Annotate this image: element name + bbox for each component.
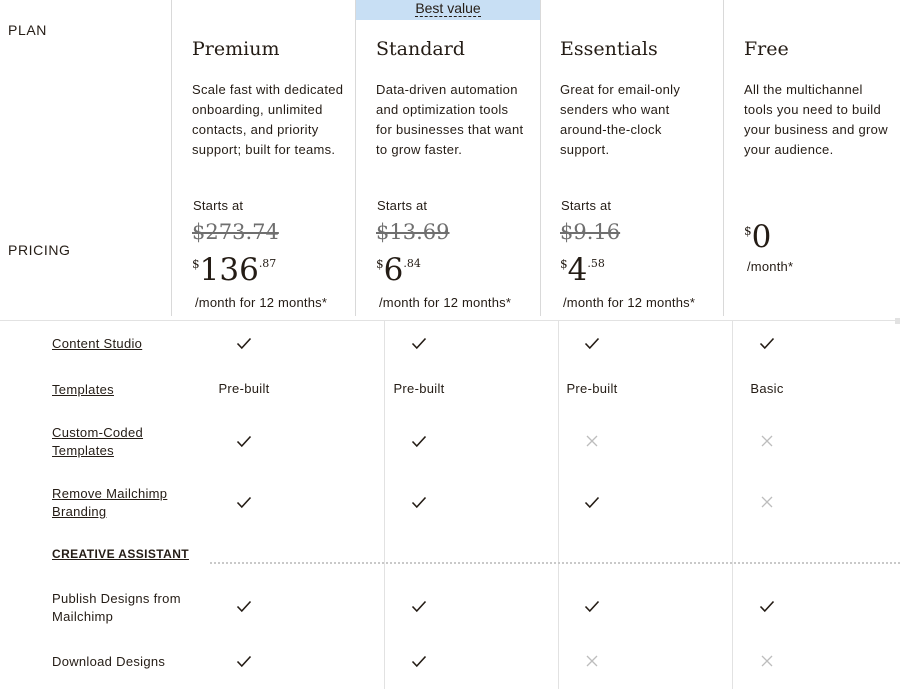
column-divider <box>384 321 385 689</box>
scroll-shadow <box>895 318 900 324</box>
section-divider <box>210 562 900 564</box>
x-icon <box>577 651 607 671</box>
header-divider <box>355 0 356 316</box>
discounted-price <box>192 253 276 287</box>
currency-symbol: $ <box>560 257 568 271</box>
feature-value: Pre-built <box>393 381 445 396</box>
original-price: $9.16 <box>560 220 621 244</box>
price-cents: .84 <box>403 257 421 270</box>
check-icon <box>229 333 259 353</box>
price-cents: .58 <box>587 257 605 270</box>
plan-name: Free <box>744 38 789 60</box>
feature-value: Basic <box>750 381 784 396</box>
header-divider <box>540 0 541 316</box>
feature-remove-branding[interactable] <box>52 485 182 521</box>
price <box>744 220 771 254</box>
billing-period: /month for 12 months* <box>563 295 696 310</box>
plan-description: Data-driven automation and optimization tools for businesses that want to grow faster. <box>376 82 524 157</box>
check-icon <box>404 333 434 353</box>
feature-label: Content Studio <box>52 336 143 351</box>
currency-symbol: $ <box>376 257 384 271</box>
check-icon <box>404 492 434 512</box>
currency-symbol: $ <box>744 224 752 238</box>
check-icon <box>229 492 259 512</box>
x-icon <box>752 492 782 512</box>
starts-at-label: Starts at <box>377 198 428 213</box>
check-icon <box>404 596 434 616</box>
original-price: $13.69 <box>376 220 450 244</box>
feature-label: Custom-Coded Templates <box>52 425 144 458</box>
header-divider <box>171 0 172 316</box>
price-dollars: 0 <box>751 219 772 255</box>
x-icon <box>752 431 782 451</box>
plan-description: Scale fast with dedicated onboarding, unlimited contacts, and priority support; built for teams. <box>192 82 344 157</box>
plan-name: Standard <box>376 38 465 60</box>
plan-row-label: PLAN <box>8 22 47 38</box>
section-creative-assistant[interactable]: CREATIVE ASSISTANT <box>52 547 189 561</box>
billing-period: /month* <box>747 259 794 274</box>
check-icon <box>752 596 782 616</box>
feature-value: Pre-built <box>218 381 270 396</box>
header-divider-line <box>0 320 900 321</box>
pricing-row-label: PRICING <box>8 242 71 258</box>
check-icon <box>404 431 434 451</box>
feature-publish-designs: Publish Designs from Mailchimp <box>52 591 181 624</box>
check-icon <box>577 492 607 512</box>
check-icon <box>577 596 607 616</box>
currency-symbol: $ <box>192 257 200 271</box>
check-icon <box>577 333 607 353</box>
column-divider <box>558 321 559 689</box>
x-icon <box>577 431 607 451</box>
price-dollars: 4 <box>567 252 588 288</box>
discounted-price <box>376 253 421 287</box>
column-divider <box>732 321 733 689</box>
billing-period: /month for 12 months* <box>379 295 512 310</box>
price-cents: .87 <box>258 257 277 270</box>
plan-name: Premium <box>192 38 280 60</box>
feature-custom-coded-templates[interactable] <box>52 424 172 460</box>
price-dollars: 6 <box>383 252 404 288</box>
header-divider <box>723 0 724 316</box>
feature-label: Templates <box>52 382 114 397</box>
feature-templates[interactable] <box>52 381 114 399</box>
check-icon <box>229 651 259 671</box>
feature-download-designs: Download Designs <box>52 654 166 669</box>
x-icon <box>752 651 782 671</box>
check-icon <box>229 431 259 451</box>
price-dollars: 136 <box>199 252 259 288</box>
best-value-label: Best value <box>415 0 481 16</box>
check-icon <box>752 333 782 353</box>
check-icon <box>404 651 434 671</box>
plan-description: Great for email-only senders who want around-the-clock support. <box>560 82 681 157</box>
feature-content-studio[interactable] <box>52 335 142 353</box>
plan-description: All the multichannel tools you need to build your business and grow your audience. <box>744 82 888 157</box>
check-icon <box>229 596 259 616</box>
billing-period: /month for 12 months* <box>195 295 328 310</box>
plan-name: Essentials <box>560 38 658 60</box>
starts-at-label: Starts at <box>193 198 244 213</box>
discounted-price <box>560 253 605 287</box>
feature-label: Remove Mailchimp Branding <box>52 486 168 519</box>
starts-at-label: Starts at <box>561 198 612 213</box>
best-value-badge[interactable] <box>356 0 540 20</box>
feature-value: Pre-built <box>566 381 618 396</box>
original-price: $273.74 <box>192 220 279 244</box>
